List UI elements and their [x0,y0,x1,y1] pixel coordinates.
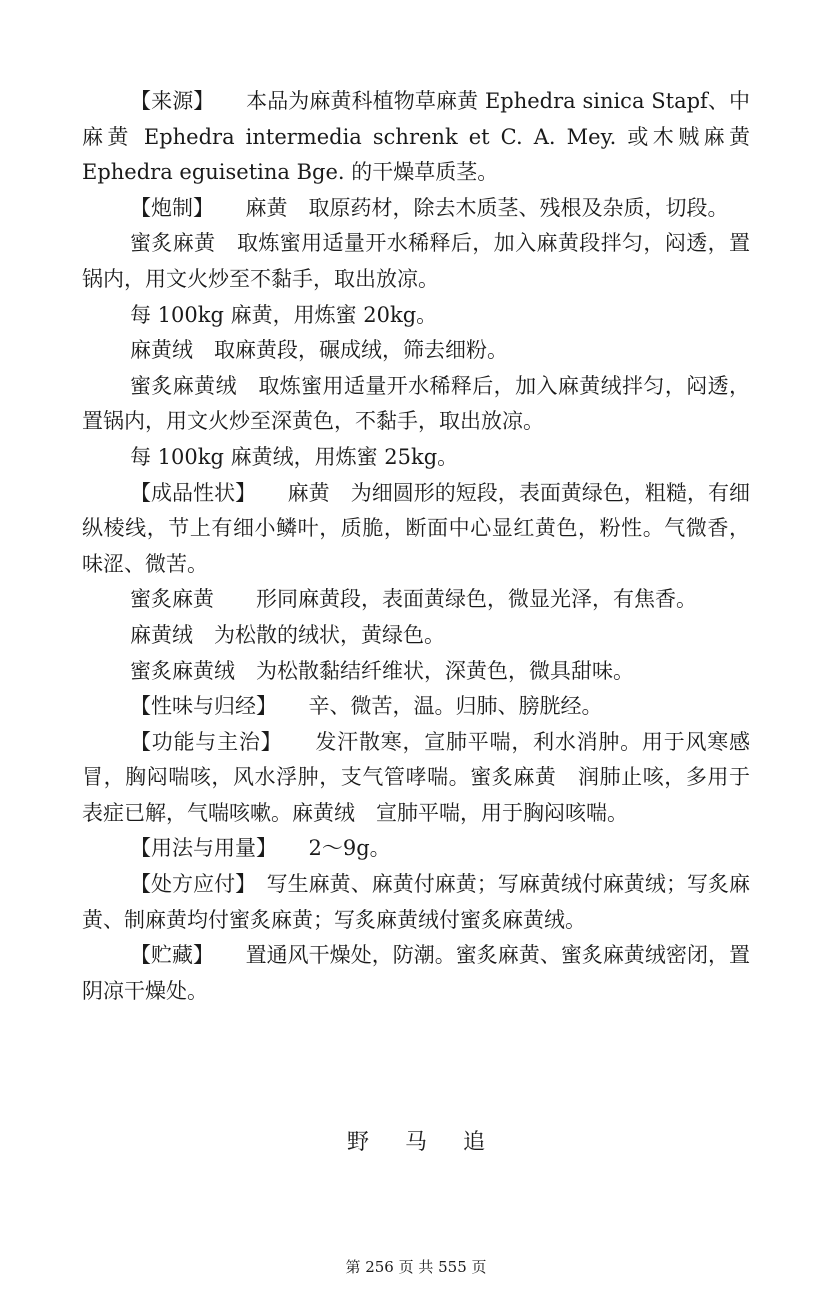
paragraph-honey-mahuang: 蜜炙麻黄 取炼蜜用适量开水稀释后，加入麻黄段拌匀，闷透，置锅内，用文火炒至不黏手，取出放凉。 [82,231,750,291]
paragraph-processing: 【炮制】 麻黄 取原药材，除去木质茎、残根及杂质，切段。 [130,195,729,220]
paragraph-source: 【来源】 本品为麻黄科植物草麻黄 Ephedra sinica Stapf、中麻黄 Ephedra intermedia schrenk et C. A. Mey. 或木贼麻黄 Ephedra eguisetina Bge. 的干燥草质茎。 [82,89,750,185]
paragraph-honey-mahuang-rong-traits: 蜜炙麻黄绒 为松散黏结纤维状，深黄色，微具甜味。 [130,658,634,683]
paragraph-characteristics: 【成品性状】 麻黄 为细圆形的短段，表面黄绿色，粗糙，有细纵棱线，节上有细小鳞叶，质脆，断面中心显红黄色，粉性。气微香，味涩、微苦。 [82,480,750,576]
next-section-title: 野马追 [346,1130,521,1155]
paragraph-honey-mahuang-traits: 蜜炙麻黄 形同麻黄段，表面黄绿色，微显光泽，有焦香。 [130,587,697,612]
paragraph-mahuang-rong: 麻黄绒 取麻黄段，碾成绒，筛去细粉。 [130,338,508,363]
paragraph-usage-dosage: 【用法与用量】 2～9g。 [130,836,391,861]
page-footer: 第 256 页 共 555 页 [345,1258,487,1276]
paragraph-ratio-1: 每 100kg 麻黄，用炼蜜 20kg。 [130,302,438,327]
paragraph-mahuang-rong-traits: 麻黄绒 为松散的绒状，黄绿色。 [130,622,445,647]
paragraph-prescription: 【处方应付】 写生麻黄、麻黄付麻黄；写麻黄绒付麻黄绒；写炙麻黄、制麻黄均付蜜炙麻黄；写炙麻黄绒付蜜炙麻黄绒。 [82,872,750,932]
paragraph-honey-mahuang-rong: 蜜炙麻黄绒 取炼蜜用适量开水稀释后，加入麻黄绒拌匀，闷透，置锅内，用文火炒至深黄色，不黏手，取出放凉。 [82,373,750,434]
document-body [82,84,750,1009]
paragraph-function-indication: 【功能与主治】 发汗散寒，宣肺平喘，利水消肿。用于风寒感冒，胸闷喘咳，风水浮肿，支气管哮喘。蜜炙麻黄 润肺止咳，多用于表症已解，气喘咳嗽。麻黄绒 宣肺平喘，用于胸闷咳喘。 [82,729,750,825]
paragraph-nature-meridian: 【性味与归经】 辛、微苦，温。归肺、膀胱经。 [130,694,603,719]
paragraph-storage: 【贮藏】 置通风干燥处，防潮。蜜炙麻黄、蜜炙麻黄绒密闭，置阴凉干燥处。 [82,943,750,1003]
paragraph-ratio-2: 每 100kg 麻黄绒，用炼蜜 25kg。 [130,444,459,469]
